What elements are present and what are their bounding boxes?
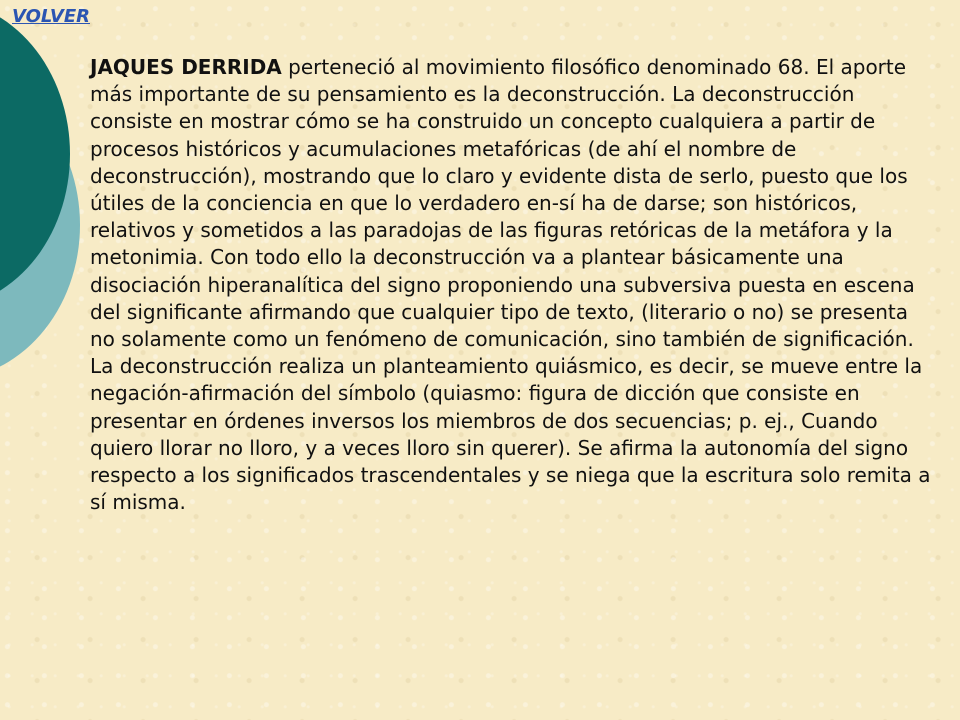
volver-link[interactable]: VOLVER (12, 6, 90, 27)
article-body: perteneció al movimiento filosófico denominado 68. El aporte más importante de su pensamiento es la deconstrucción. La deconstrucción consiste en mostrar cómo se ha construido un concepto cualquiera a partir de procesos históricos y acumulaciones metafóricas (de ahí el nombre de deconstrucción), mostrando que lo claro y evidente dista de serlo, puesto que los útiles de la conciencia en que lo verdadero en-sí ha de darse; son históricos, relativos y sometidos a las paradojas de las figuras retóricas de la metáfora y la metonimia. Con todo ello la deconstrucción va a plantear básicamente una disociación hiperanalítica del signo proponiendo una subversiva puesta en escena del significante afirmando que cualquier tipo de texto, (literario o no) se presenta no solamente como un fenómeno de comunicación, sino también de significación. La deconstrucción realiza un planteamiento quiásmico, es decir, se mueve entre la negación-afirmación del símbolo (quiasmo: figura de dicción que consiste en presentar en órdenes inversos los miembros de dos secuencias; p. ej., Cuando quiero llorar no lloro, y a veces lloro sin querer). Se afirma la autonomía del signo respecto a los significados trascendentales y se niega que la escritura solo remita a sí misma. (90, 55, 931, 515)
author-name: JAQUES DERRIDA (90, 55, 282, 79)
article-paragraph (90, 54, 932, 516)
decorative-circles (0, 0, 100, 400)
